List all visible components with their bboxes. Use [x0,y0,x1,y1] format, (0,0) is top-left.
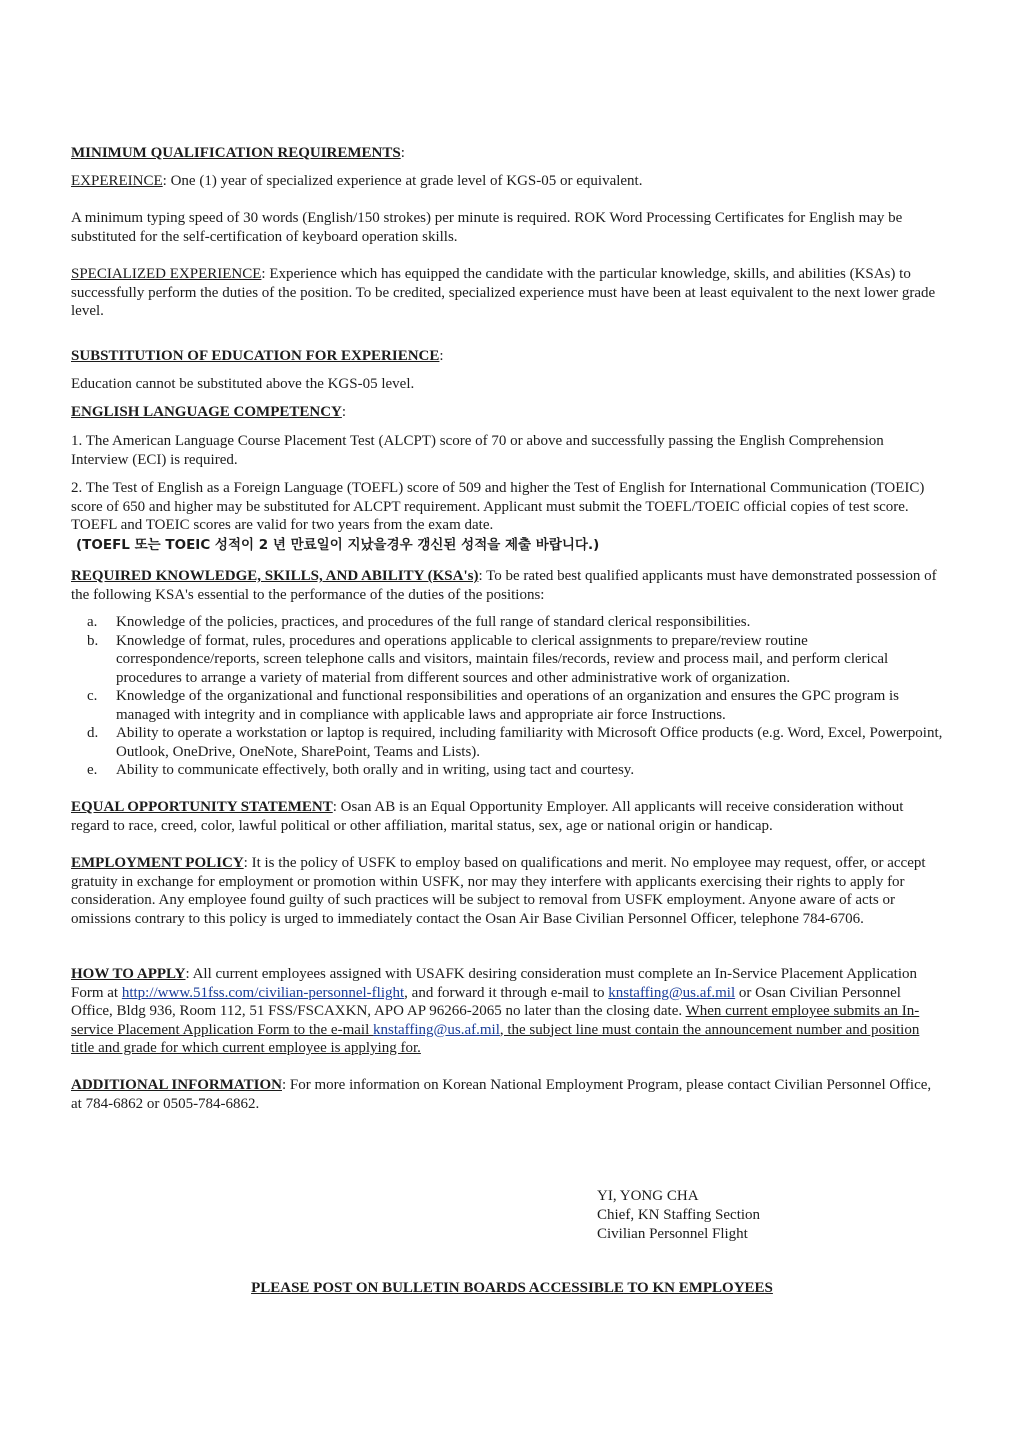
signatory-name: YI, YONG CHA [597,1188,699,1204]
ksa-heading: REQUIRED KNOWLEDGE, SKILLS, AND ABILITY (KSA's) [71,568,479,584]
email-link-2[interactable]: knstaffing@us.af.mil [373,1021,500,1038]
ksa-item-text: Ability to communicate effectively, both orally and in writing, using tact and courtesy. [116,762,635,778]
eeo-paragraph: EQUAL OPPORTUNITY STATEMENT: Osan AB is an Equal Opportunity Employer. All applicants will receive consideration without regard to race, creed, color, lawful political or other affiliation, marital status, sex, age or national origin or handicap. [71,799,904,834]
experience-paragraph: EXPEREINCE: One (1) year of specialized experience at grade level of KGS-05 or equivalent. [71,173,643,189]
signatory-title-2: Civilian Personnel Flight [597,1226,748,1242]
eeo-text: Osan AB is an Equal Opportunity Employer. All applicants will receive consideration without regard to race, creed, color, lawful political or other affiliation, marital status, sex, age or national origin or handicap. [71,799,904,834]
specialized-label: SPECIALIZED EXPERIENCE [71,266,262,282]
application-form-link[interactable]: http://www.51fss.com/civilian-personnel-flight [121,984,405,1001]
substitution-heading-line: SUBSTITUTION OF EDUCATION FOR EXPERIENCE: [71,348,444,364]
apply-text-2: , and forward it through e-mail to [404,984,609,1001]
apply-underline-2: , the subject line must contain the announcement number and position title and grade for which current employee is applying for. [71,1021,920,1056]
english-heading-line: ENGLISH LANGUAGE COMPETENCY: [71,404,347,420]
policy-text: It is the policy of USFK to employ based on qualifications and merit. No employee may request, offer, or accept gratuity in exchange for employment or promotion within USFK, nor may they interfere with applicants exercising their rights to apply for consideration. Any employee found guilty of such practices will be subject to removal from USFK employment. Anyone aware of acts or omissions contrary to this policy is urged to immediately contact the Osan Air Base Civilian Personnel Officer, telephone 784-6706. [71,855,926,927]
english-item-2: 2. The Test of English as a Foreign Language (TOEFL) score of 509 and higher the Test of English for International Communication (TOEIC) score of 650 and higher may be substituted for ALCPT requirement. Applicant must submit the TOEFL/TOEIC official copies of test score. TOEFL and TOEIC scores are valid for two years from the exam date. [71,480,925,533]
substitution-heading: SUBSTITUTION OF EDUCATION FOR EXPERIENCE [71,348,440,364]
apply-text-3: or Osan Civilian Personnel Office, Bldg 936, Room 112, 51 FSS/FSCAXKN, APO AP 96266-2065 no later than the closing date. [71,984,901,1019]
signatory-title-1: Chief, KN Staffing Section [597,1207,761,1223]
substitution-text: Education cannot be substituted above the KGS-05 level. [71,376,415,392]
specialized-paragraph: SPECIALIZED EXPERIENCE: Experience which has equipped the candidate with the particular knowledge, skills, and abilities (KSAs) to successfully perform the duties of the position. To be credited, specialized experience must have been at least equivalent to the next lower grade level. [71,266,936,319]
additional-paragraph: ADDITIONAL INFORMATION: For more information on Korean National Employment Program, please contact Civilian Personnel Office, at 784-6862 or 0505-784-6862. [71,1077,932,1112]
ksa-marker: a. [87,614,98,630]
experience-text: One (1) year of specialized experience at grade level of KGS-05 or equivalent. [170,173,643,189]
signature-block [597,1187,760,1244]
experience-label: EXPEREINCE [71,173,163,189]
ksa-list [71,613,943,780]
policy-paragraph: EMPLOYMENT POLICY: It is the policy of USFK to employ based on qualifications and merit. No employee may request, offer, or accept gratuity in exchange for employment or promotion within USFK, nor may they interfere with applicants exercising their rights to apply for consideration. Any employee found guilty of such practices will be subject to removal from USFK employment. Anyone aware of acts or omissions contrary to this policy is urged to immediately contact the Osan Air Base Civilian Personnel Officer, telephone 784-6706. [71,855,926,927]
english-heading: ENGLISH LANGUAGE COMPETENCY [71,404,342,420]
apply-underline-1: When current employee submits an In-service Placement Application Form to the e-mail [71,1003,920,1038]
min-qual-heading: MINIMUM QUALIFICATION REQUIREMENTS [71,145,401,161]
typing-paragraph: A minimum typing speed of 30 words (English/150 strokes) per minute is required. ROK Word Processing Certificates for English may be substituted for the self-certification of keyboard operation skills. [71,210,903,245]
ksa-marker: b. [87,632,99,649]
apply-heading: HOW TO APPLY [71,966,186,982]
ksa-marker: d. [87,725,99,741]
ksa-item-text: Knowledge of the policies, practices, and procedures of the full range of standard clerical responsibilities. [116,614,751,630]
email-link[interactable]: knstaffing@us.af.mil [608,984,736,1001]
ksa-marker: c. [87,688,98,704]
ksa-item [71,687,943,724]
bulletin-notice: PLEASE POST ON BULLETIN BOARDS ACCESSIBLE TO KN EMPLOYEES [251,1280,773,1296]
ksa-item [71,613,943,632]
additional-text: For more information on Korean National Employment Program, please contact Civilian Personnel Office, at 784-6862 or 0505-784-6862. [71,1077,932,1112]
ksa-item-text: Knowledge of format, rules, procedures and operations applicable to clerical assignments to prepare/review routine correspondence/reports, screen telephone calls and visitors, maintain files/records, review and process mail, and perform clerical procedures to arrange a variety of material from different sources and other administrative work of organization. [116,632,889,686]
eeo-heading: EQUAL OPPORTUNITY STATEMENT [71,799,333,815]
ksa-item [71,724,943,761]
korean-note: (TOEFL 또는 TOEIC 성적이 2 년 만료일이 지났을경우 갱신된 성적을 제출 바랍니다.) [76,537,600,553]
ksa-paragraph: REQUIRED KNOWLEDGE, SKILLS, AND ABILITY (KSA's): To be rated best qualified applicants must have demonstrated possession of the following KSA's essential to the performance of the duties of the positions: [71,568,937,603]
english-item-1: 1. The American Language Course Placement Test (ALCPT) score of 70 or above and successfully passing the English Comprehension Interview (ECI) is required. [71,433,884,468]
ksa-item [71,761,943,780]
ksa-item-text: Ability to operate a workstation or laptop is required, including familiarity with Microsoft Office products (e.g. Word, Excel, Powerpoint, Outlook, OneDrive, OneNote, SharePoint, Teams and Lists). [116,725,943,760]
ksa-item [71,632,943,688]
specialized-text: Experience which has equipped the candidate with the particular knowledge, skills, and abilities (KSAs) to successfully perform the duties of the position. To be credited, specialized experience must have been at least equivalent to the next lower grade level. [71,266,936,319]
apply-text-1: All current employees assigned with USAFK desiring consideration must complete an In-Service Placement Application Form at [71,966,918,1001]
min-qual-heading-line: MINIMUM QUALIFICATION REQUIREMENTS: [71,145,405,161]
ksa-item-text: Knowledge of the organizational and functional responsibilities and operations of an organization and ensures the GPC program is managed with integrity and in compliance with applicable laws and appropriate air force Instructions. [116,688,900,723]
ksa-marker: e. [87,762,98,778]
policy-heading: EMPLOYMENT POLICY [71,855,244,871]
ksa-intro: To be rated best qualified applicants must have demonstrated possession of the following KSA's essential to the performance of the duties of the positions: [71,568,937,603]
additional-heading: ADDITIONAL INFORMATION [71,1077,282,1093]
apply-paragraph: HOW TO APPLY: All current employees assigned with USAFK desiring consideration must complete an In-Service Placement Application Form at http://www.51fss.com/civilian-personnel-flight, and forward it through e-mail to knstaffing@us.af.mil or Osan Civilian Personnel Office, Bldg 936, Room 112, 51 FSS/FSCAXKN, APO AP 96266-2065 no later than the closing date. When current employee submits an In-service Placement Application Form to the e-mail knstaffing@us.af.mil, the subject line must contain the announcement number and position title and grade for which current employee is applying for. [71,966,920,1056]
